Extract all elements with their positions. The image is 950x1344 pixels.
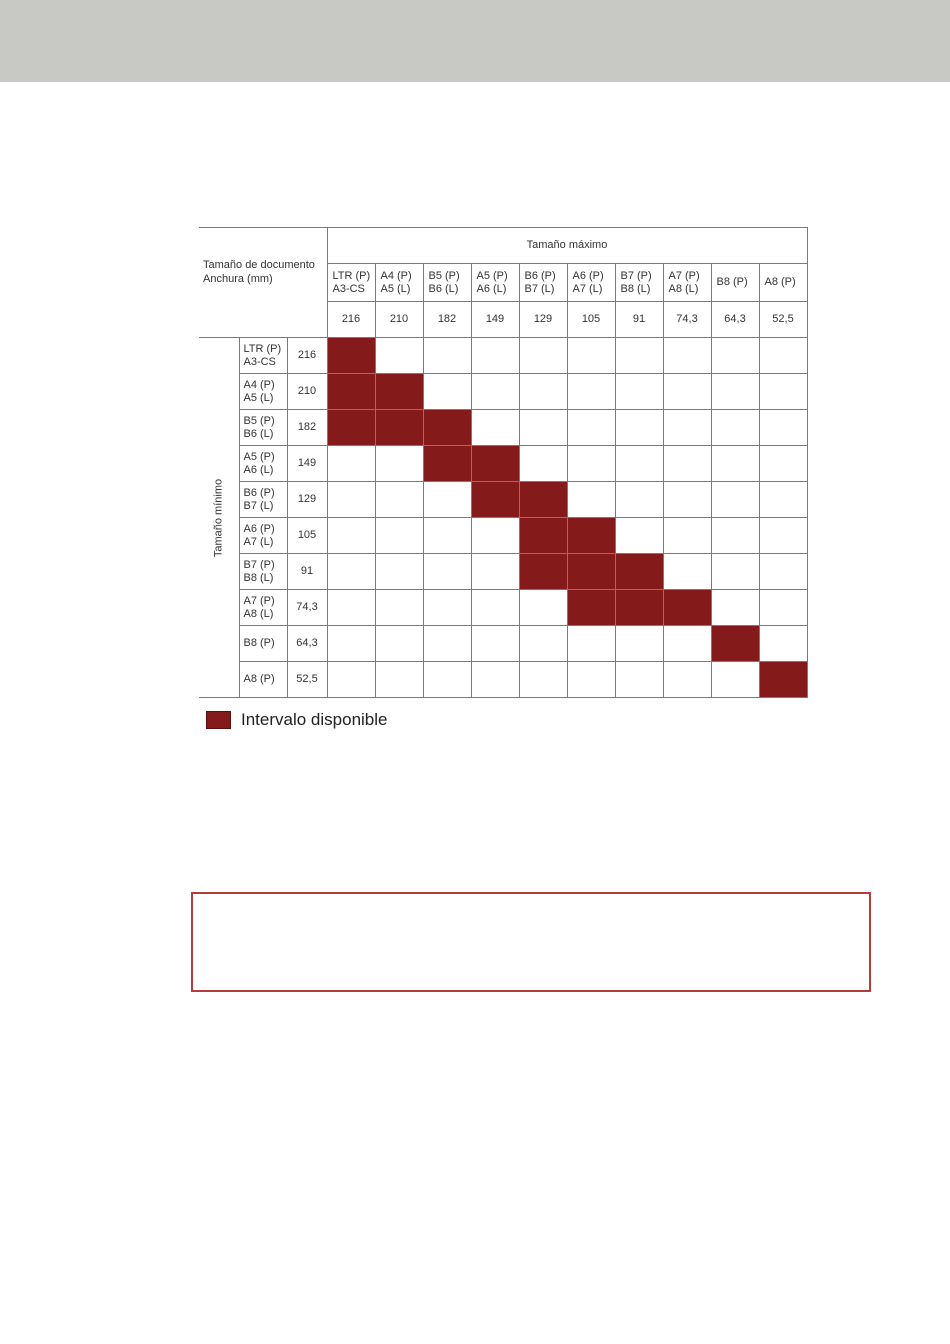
- table-row: [199, 374, 807, 410]
- size-compatibility-table: [199, 227, 808, 698]
- empty-cell: [615, 482, 663, 518]
- empty-cell: [663, 374, 711, 410]
- empty-cell: [663, 446, 711, 482]
- empty-cell: [711, 374, 759, 410]
- column-width-value: 52,5: [759, 302, 807, 338]
- label-line: A7 (L): [572, 282, 603, 295]
- empty-cell: [471, 590, 519, 626]
- row-header: [239, 662, 287, 698]
- empty-cell: [327, 446, 375, 482]
- label-line: A7 (P): [668, 269, 700, 282]
- row-header: [239, 446, 287, 482]
- document-size-corner: [199, 228, 327, 338]
- row-width-value: 74,3: [287, 590, 327, 626]
- column-header: [567, 264, 615, 302]
- empty-cell: [759, 338, 807, 374]
- label-line: LTR (P): [332, 269, 371, 282]
- empty-cell: [615, 662, 663, 698]
- label-line: A3-CS: [243, 355, 276, 368]
- row-width-value: 64,3: [287, 626, 327, 662]
- column-width-value: 149: [471, 302, 519, 338]
- available-cell: [519, 518, 567, 554]
- empty-cell: [327, 554, 375, 590]
- label-line: LTR (P): [243, 342, 282, 355]
- empty-cell: [375, 554, 423, 590]
- column-width-value: 129: [519, 302, 567, 338]
- column-width-value: 91: [615, 302, 663, 338]
- empty-cell: [423, 590, 471, 626]
- empty-cell: [327, 590, 375, 626]
- label-line: A5 (L): [380, 282, 411, 295]
- empty-cell: [711, 590, 759, 626]
- empty-cell: [759, 626, 807, 662]
- empty-cell: [711, 482, 759, 518]
- empty-cell: [663, 518, 711, 554]
- label-line: A7 (L): [243, 535, 274, 548]
- empty-cell: [519, 410, 567, 446]
- empty-cell: [375, 518, 423, 554]
- column-width-value: 182: [423, 302, 471, 338]
- available-cell: [759, 662, 807, 698]
- empty-cell: [327, 626, 375, 662]
- empty-cell: [423, 662, 471, 698]
- label-line: B5 (P): [243, 414, 275, 427]
- label-line: B8 (L): [620, 282, 651, 295]
- row-width-value: 210: [287, 374, 327, 410]
- empty-cell: [711, 446, 759, 482]
- empty-cell: [663, 482, 711, 518]
- empty-cell: [375, 626, 423, 662]
- empty-cell: [759, 374, 807, 410]
- label-line: A6 (L): [476, 282, 507, 295]
- row-header: [239, 518, 287, 554]
- empty-cell: [519, 446, 567, 482]
- available-cell: [615, 554, 663, 590]
- column-header: [375, 264, 423, 302]
- empty-cell: [327, 482, 375, 518]
- page-header-bar: [0, 0, 950, 82]
- empty-cell: [423, 554, 471, 590]
- empty-cell: [423, 482, 471, 518]
- row-header: [239, 482, 287, 518]
- empty-cell: [615, 338, 663, 374]
- label-line: A8 (P): [764, 276, 796, 288]
- available-cell: [663, 590, 711, 626]
- legend: [206, 710, 387, 730]
- row-header: [239, 626, 287, 662]
- label-line: A4 (P): [243, 378, 275, 391]
- label-line: A5 (P): [243, 450, 275, 463]
- row-header: [239, 410, 287, 446]
- available-cell: [519, 554, 567, 590]
- empty-cell: [711, 518, 759, 554]
- empty-cell: [567, 662, 615, 698]
- row-width-value: 216: [287, 338, 327, 374]
- available-cell: [711, 626, 759, 662]
- available-cell: [471, 482, 519, 518]
- empty-cell: [567, 338, 615, 374]
- empty-cell: [519, 338, 567, 374]
- available-cell: [423, 446, 471, 482]
- available-cell: [567, 518, 615, 554]
- empty-cell: [759, 590, 807, 626]
- empty-cell: [519, 590, 567, 626]
- table-row: [199, 338, 807, 374]
- label-line: B8 (P): [716, 276, 748, 288]
- label-line: B7 (L): [243, 499, 274, 512]
- empty-cell: [327, 662, 375, 698]
- corner-line: Tamaño de documento: [203, 259, 315, 271]
- label-line: B8 (L): [243, 571, 274, 584]
- column-header: [663, 264, 711, 302]
- column-width-value: 74,3: [663, 302, 711, 338]
- available-cell: [615, 590, 663, 626]
- legend-label: Intervalo disponible: [241, 710, 388, 729]
- empty-cell: [375, 446, 423, 482]
- label-line: A6 (P): [572, 269, 604, 282]
- empty-cell: [759, 446, 807, 482]
- empty-cell: [567, 626, 615, 662]
- label-line: B7 (P): [243, 558, 275, 571]
- empty-cell: [663, 662, 711, 698]
- column-header: [711, 264, 759, 302]
- empty-cell: [615, 518, 663, 554]
- empty-cell: [519, 626, 567, 662]
- label-line: A8 (L): [668, 282, 699, 295]
- header-title-row: [199, 228, 807, 264]
- empty-cell: [615, 374, 663, 410]
- row-header: [239, 338, 287, 374]
- label-line: A6 (L): [243, 463, 274, 476]
- empty-cell: [663, 410, 711, 446]
- empty-cell: [471, 626, 519, 662]
- empty-cell: [471, 518, 519, 554]
- min-size-title: Tamaño mínimo: [212, 478, 225, 557]
- table-row: [199, 662, 807, 698]
- label-line: B7 (L): [524, 282, 555, 295]
- empty-cell: [375, 338, 423, 374]
- available-cell: [327, 374, 375, 410]
- empty-cell: [759, 410, 807, 446]
- available-cell: [375, 374, 423, 410]
- row-width-value: 182: [287, 410, 327, 446]
- empty-cell: [567, 482, 615, 518]
- label-line: A8 (P): [243, 673, 275, 685]
- label-line: A8 (L): [243, 607, 274, 620]
- label-line: B7 (P): [620, 269, 652, 282]
- table-row: [199, 626, 807, 662]
- row-header: [239, 374, 287, 410]
- row-header: [239, 590, 287, 626]
- label-line: A4 (P): [380, 269, 412, 282]
- empty-cell: [615, 410, 663, 446]
- empty-cell: [759, 554, 807, 590]
- empty-cell: [759, 482, 807, 518]
- table-row: [199, 410, 807, 446]
- table-row: [199, 554, 807, 590]
- legend-swatch: [206, 711, 231, 729]
- empty-cell: [423, 374, 471, 410]
- label-line: B6 (P): [243, 486, 275, 499]
- column-header: [471, 264, 519, 302]
- column-header: [423, 264, 471, 302]
- empty-cell: [375, 590, 423, 626]
- available-cell: [519, 482, 567, 518]
- empty-cell: [615, 626, 663, 662]
- empty-cell: [615, 446, 663, 482]
- empty-cell: [375, 662, 423, 698]
- label-line: A3-CS: [332, 282, 365, 295]
- table-row: [199, 518, 807, 554]
- available-cell: [327, 338, 375, 374]
- label-line: A6 (P): [243, 522, 275, 535]
- column-width-value: 64,3: [711, 302, 759, 338]
- empty-cell: [567, 374, 615, 410]
- empty-cell: [423, 338, 471, 374]
- max-size-title: Tamaño máximo: [327, 228, 807, 264]
- column-header: [759, 264, 807, 302]
- corner-line: Anchura (mm): [203, 273, 273, 285]
- empty-cell: [711, 338, 759, 374]
- label-line: B5 (P): [428, 269, 460, 282]
- empty-cell: [375, 482, 423, 518]
- empty-cell: [423, 518, 471, 554]
- empty-cell: [471, 374, 519, 410]
- available-cell: [567, 554, 615, 590]
- row-width-value: 52,5: [287, 662, 327, 698]
- row-width-value: 129: [287, 482, 327, 518]
- empty-cell: [471, 662, 519, 698]
- column-header: [615, 264, 663, 302]
- available-cell: [375, 410, 423, 446]
- empty-cell: [471, 410, 519, 446]
- available-cell: [567, 590, 615, 626]
- empty-cell: [663, 338, 711, 374]
- empty-cell: [663, 626, 711, 662]
- empty-cell: [567, 410, 615, 446]
- empty-cell: [471, 554, 519, 590]
- empty-cell: [471, 338, 519, 374]
- available-cell: [423, 410, 471, 446]
- column-width-value: 105: [567, 302, 615, 338]
- label-line: B8 (P): [243, 637, 275, 649]
- table-row: [199, 446, 807, 482]
- column-width-value: 210: [375, 302, 423, 338]
- label-line: B6 (P): [524, 269, 556, 282]
- empty-cell: [759, 518, 807, 554]
- empty-cell: [711, 410, 759, 446]
- note-box: [191, 892, 871, 992]
- size-compatibility-table-wrap: [199, 227, 808, 698]
- table-row: [199, 590, 807, 626]
- available-cell: [327, 410, 375, 446]
- empty-cell: [519, 374, 567, 410]
- empty-cell: [663, 554, 711, 590]
- label-line: A5 (P): [476, 269, 508, 282]
- row-width-value: 91: [287, 554, 327, 590]
- label-line: A5 (L): [243, 391, 274, 404]
- empty-cell: [567, 446, 615, 482]
- column-header: [327, 264, 375, 302]
- available-cell: [471, 446, 519, 482]
- min-size-label: [199, 338, 239, 698]
- table-row: [199, 482, 807, 518]
- empty-cell: [519, 662, 567, 698]
- label-line: B6 (L): [243, 427, 274, 440]
- empty-cell: [711, 662, 759, 698]
- column-width-value: 216: [327, 302, 375, 338]
- label-line: A7 (P): [243, 594, 275, 607]
- label-line: B6 (L): [428, 282, 459, 295]
- column-header: [519, 264, 567, 302]
- empty-cell: [423, 626, 471, 662]
- row-width-value: 149: [287, 446, 327, 482]
- empty-cell: [327, 518, 375, 554]
- empty-cell: [711, 554, 759, 590]
- row-header: [239, 554, 287, 590]
- row-width-value: 105: [287, 518, 327, 554]
